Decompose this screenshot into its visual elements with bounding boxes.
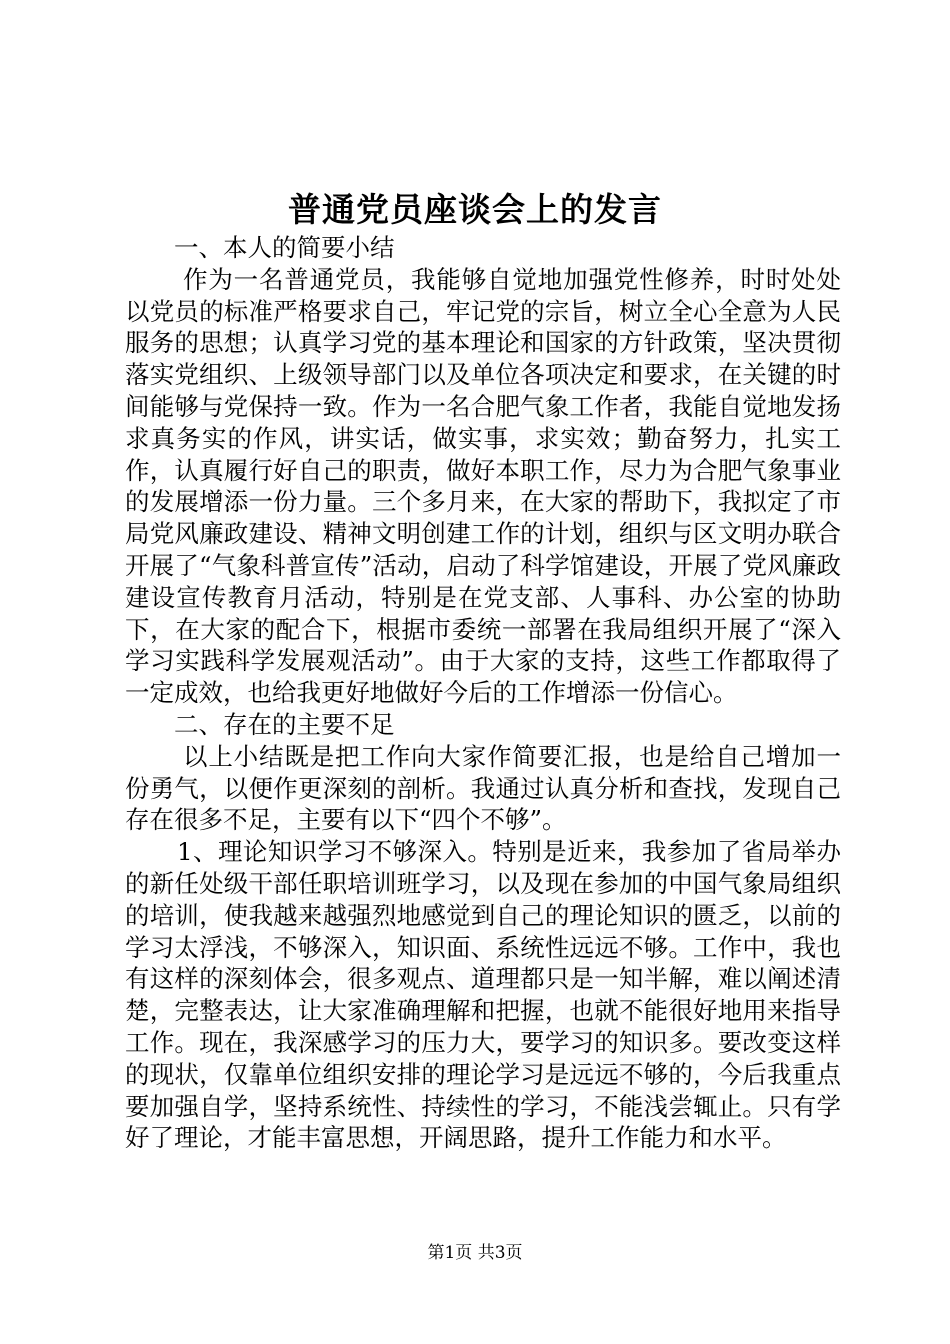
document-title: 普通党员座谈会上的发言 [288, 190, 662, 229]
section-heading-summary: 一、本人的简要小结 [174, 233, 395, 262]
document-body [125, 232, 841, 1154]
section-heading-shortcomings: 二、存在的主要不足 [174, 709, 395, 739]
paragraph-summary: 作为一名普通党员，我能够自觉地加强党性修养，时时处处以党员的标准严格要求自己，牢记党的宗旨，树立全心全意为人民服务的思想；认真学习党的基本理论和国家的方针政策，坚决贯彻落实党组织、上级领导部门以及单位各项决定和要求，在关键的时间能够与党保持一致。作为一名合肥气象工作者，我能自觉地发扬求真务实的作风，讲实话，做实事，求实效；勤奋努力，扎实工作，认真履行好自己的职责，做好本职工作，尽力为合肥气象事业的发展增添一份力量。三个多月来，在大家的帮助下，我拟定了市局党风廉政建设、精神文明创建工作的计划，组织与区文明办联合开展了“气象科普宣传”活动，启动了科学馆建设，开展了党风廉政建设宣传教育月活动，特别是在党支部、人事科、办公室的协助下，在大家的配合下，根据市委统一部署在我局组织开展了“深入学习实践科学发展观活动”。由于大家的支持，这些工作都取得了一定成效，也给我更好地做好今后的工作增添一份信心。 [125, 264, 841, 708]
page-footer: 第1页 共3页 [427, 1243, 523, 1263]
paragraph-shortcomings-intro: 以上小结既是把工作向大家作简要汇报，也是给自己增加一份勇气，以便作更深刻的剖析。我通过认真分析和查找，发现自己存在很多不足，主要有以下“四个不够”。 [125, 741, 841, 835]
paragraph-item-1: 1、理论知识学习不够深入。特别是近来，我参加了省局举办的新任处级干部任职培训班学习，以及现在参加的中国气象局组织的培训，使我越来越强烈地感觉到自己的理论知识的匮乏，以前的学习太浮浅，不够深入，知识面、系统性远远不够。工作中，我也有这样的深刻体会，很多观点、道理都只是一知半解，难以阐述清楚，完整表达，让大家准确理解和把握，也就不能很好地用来指导工作。现在，我深感学习的压力大，要学习的知识多。要改变这样的现状，仅靠单位组织安排的理论学习是远远不够的，今后我重点要加强自学，坚持系统性、持续性的学习，不能浅尝辄止。只有学好了理论，才能丰富思想，开阔思路，提升工作能力和水平。 [125, 837, 841, 1153]
